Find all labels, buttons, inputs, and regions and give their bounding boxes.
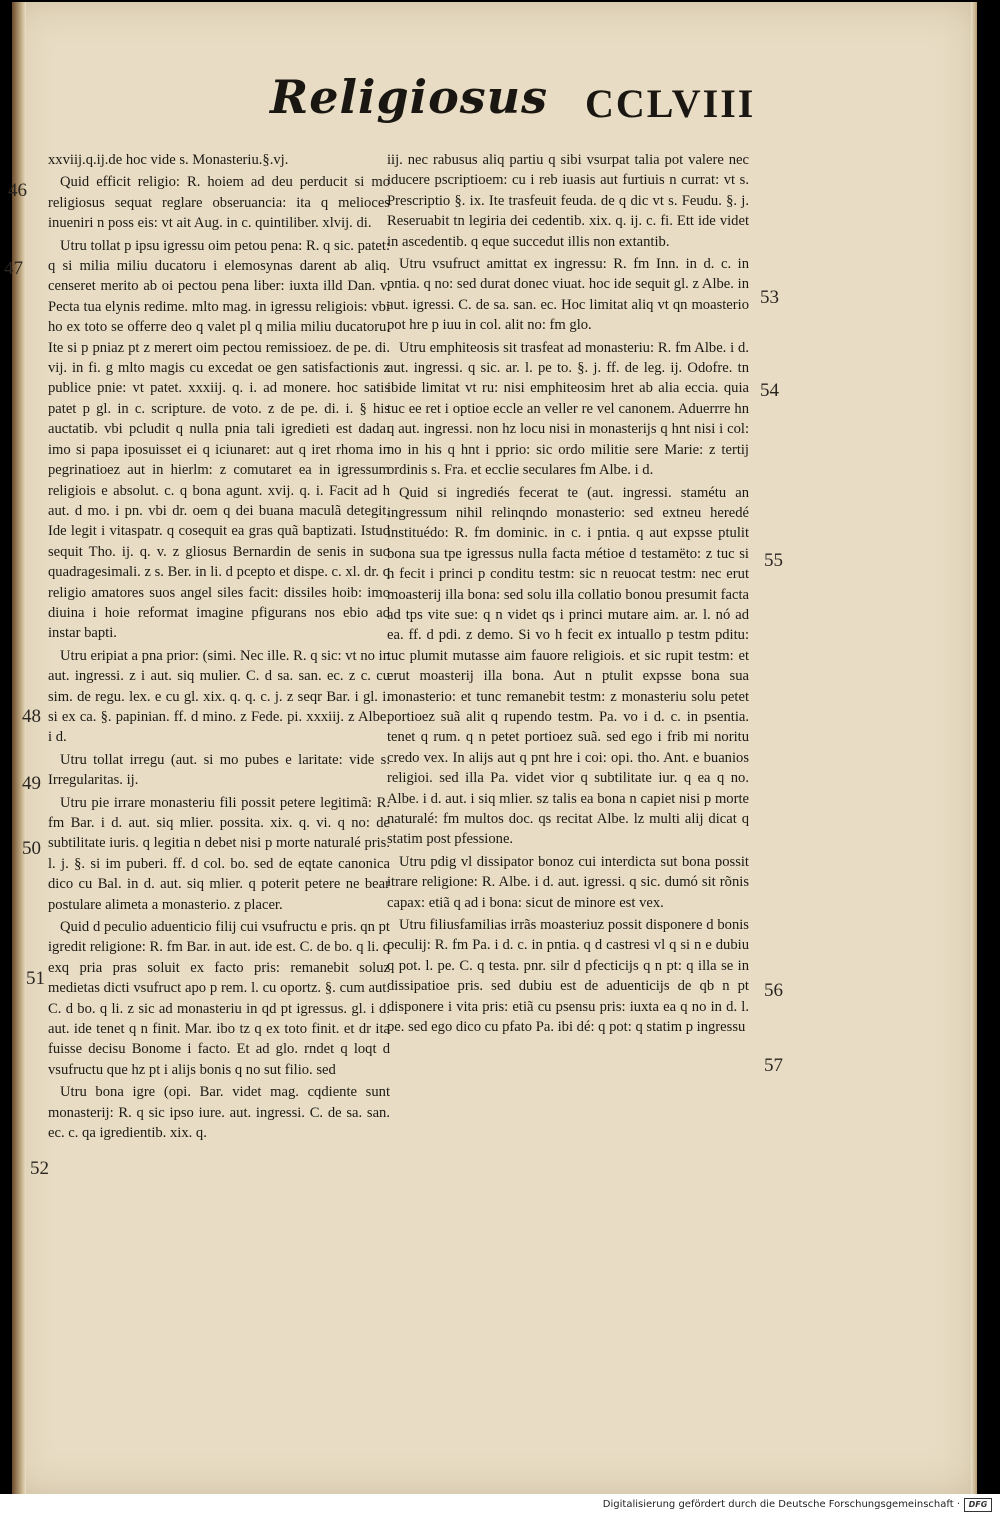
paragraph: iij. nec rabusus aliq partiu q sibi vsurpat talia pot valere nec iducere pscriptioem: cu i reb iuasis aut furtiuis n currat: vt s. Prescriptio §. ix. Ite trasfeuit feuda. de q dic vt s. Feudu. §. j. Reseruabit tn legiria dei cedentib. xix. q. ij. c. fi. Ett ide videt in ascedentib. q eque succedut illis non extantib. bbox=[387, 152, 749, 250]
margin-note: 49 bbox=[22, 773, 41, 794]
margin-note: 50 bbox=[22, 838, 41, 859]
margin-note: 47 bbox=[4, 258, 23, 279]
paragraph: Utru tollat p ipsu igressu oim petou pena: R. q sic. patet: q si milia miliu ducatoru i elemosynas darent ab aliq. censeret merito ab oi pectou pena liber: iuxta illd Dan. v. Pecta tua elynis redime. mlto mag. in igressu religiois: vbi ho ex toto se offerre deo q valet pl q milia miliu ducatoru. Ite si p pniaz pt z merert oim pectou remissioez. de pe. di. vij. in fi. g mlto magis cu excedat oe gen satisfactionis z publice pnie: vt patet. xxxiij. q. i. ad monere. hoc satis patet p gl. in c. scripture. de voto. z de pe. di. i. § his auctatib. vbi pcludit q nulla pnia tali igredieti est dada: imo si papa iposuisset ei q iciunaret: aut q iret rhoma in pegrinatioez aut in hierlm: z comutaret ea in igressum religiois e absolut. c. q bona agunt. xvij. q. i. Facit ad h aut. d mo. i pn. vbi dr. oem q dei buana maculã detegit. Ide legit i vitaspatr. q cosequit ea gras quã baptizati. Istud sequit Tho. ij. q. v. z gliosus Bernardin de senis in suo quadragesimali. z s. Ber. in li. d pcepto et dispe. c. xl. dr. q religio amatores suos angel siles facit: dissiles hoib: imo diuina i hoie reformat imagine pfigurans nos ebio ad instar bapti. bbox=[48, 237, 390, 642]
paragraph: Utru pie irrare monasteriu fili possit petere legitimã: R. fm Bar. i d. aut. siq mlier. possita. xix. q. vi. q no: de subtilitate iuris. q legitia n debet nisi p morte naturalé pris. l. j. §. si im puberi. ff. d col. bo. sed de eqtate canonica dico cu Bal. in d. aut. siq mlier. q poterit petere ne bear postulare alimeta a monasterio. z placer. bbox=[48, 794, 390, 913]
paragraph: Utru eripiat a pna prior: (simi. Nec ille. R. q sic: vt no in aut. ingressi. z i aut. siq mulier. C. d sa. san. ec. z c. cu sim. de regu. lex. e cu gl. xix. q. q. c. j. z seqr Bar. i gl. i. si ex ca. §. papinian. ff. d mino. z Fede. pi. xxxiij. z Albe. i d. bbox=[48, 647, 390, 746]
paragraph: xxviij.q.ij.de hoc vide s. Monasteriu.§.vj. bbox=[48, 152, 289, 168]
paragraph: Utru pdig vl dissipator bonoz cui interdicta sut bona possit itrare religione: R. Albe. i d. aut. igressi. q sic. dumó sit rõnis capax: etiã q ad i bona: sicut de minore est vex. bbox=[387, 853, 749, 911]
margin-note: 53 bbox=[760, 287, 779, 308]
margin-note: 48 bbox=[22, 706, 41, 727]
paragraph: Utru filiusfamilias irrãs moasteriuz possit disponere d bonis peculij: R. fm Pa. i d. c. in pntia. q d castresi vl q si n e dubiu q pot. l. pe. C. q testa. pnr. silr d pfecticijs q n pt: q illa se in dissipatioe pris. sed dubiu est de aduenticijs de qb n pt disponere i vita pris: etiã cu psensu pris: iuxta ea q no in d. l. pe. sed ego dico cu pfato Pa. ibi dé: q pot: q statim p ingressu bbox=[387, 917, 749, 1036]
margin-note: 54 bbox=[760, 380, 779, 401]
paragraph: Utru bona igre (opi. Bar. videt mag. cqdiente sunt monasterij: R. q sic ipso iure. aut. ingressi. C. de sa. san. ec. c. qa igredientib. xix. q. bbox=[48, 1084, 390, 1142]
margin-note: 55 bbox=[764, 550, 783, 571]
paragraph: Utru tollat irregu (aut. si mo pubes e laritate: vide s. Irregularitas. ij. bbox=[48, 751, 390, 789]
margin-note: 46 bbox=[8, 180, 27, 201]
paragraph: Quid si ingrediés fecerat te (aut. ingressi. stamétu an ingressum nihil relinqndo monasterio: sed extneu heredé instituédo: R. fm dominic. in c. i pntia. q aut expsse ptulit bona sua tpe igressus nulla facta métioe d testamëto: z tuc si h fecit i princi p conditu testm: sic n reuocat testm: nec erut moasterij illa bona: sed solu illa collatio bonou presumit facta ad tps vite sue: q n videt qs i princi mutare aim. ar. l. nó ad ea. ff. d pdi. z demo. Si vo h fecit ex intuallo p testm pditu: tuc plumit mutasse aim fauore religiois. et sic rupit testm: et erut moasterij illa bona. Aut n ptulit expsse bona sua monasterio: et tunc remanebit testm: z monasteriu solu petet portioez suã alit q rupendo testm. Pa. vo i d. c. in psentia. tenet q rum. q n petet portioez suã. sed ego i frib mi noritu credo vex. In alijs aut q pnt hre i coi: opi. tho. Ant. e buanios religioi. sed illa Pa. videt vior q subtilitate iur. q ea q no. Albe. i d. aut. i siq mlier. sz talis ea bona n capiet nisi p morte naturalé: fm multos doc. qs recitat Albe. lz multi alij dicat q statim post pfessione. bbox=[387, 484, 749, 848]
text-column-left bbox=[48, 150, 390, 1146]
page-spine-shadow bbox=[12, 2, 26, 1494]
text-column-right bbox=[387, 150, 749, 1039]
margin-note: 51 bbox=[26, 968, 45, 989]
margin-note: 57 bbox=[764, 1055, 783, 1076]
paragraph: Quid efficit religio: R. hoiem ad deu perducit si mo religiosus sequat reglare obseruancia: ita q melioces inueniri n poss eis: vt ait Aug. in c. quintiliber. xlvij. di. bbox=[48, 174, 390, 232]
running-title: Religiosus bbox=[270, 70, 549, 124]
paragraph: Utru emphiteosis sit trasfeat ad monasteriu: R. fm Albe. i d. aut. ingressi. q sic. ar. l. pe to. §. j. ff. de leg. ij. Odofre. tn ibide limitat vt ru: nisi emphiteosim hret ab alia eccia. quia tuc ee ret i optioe eccle an veller re vel canonem. Aduerrre hn q aut. ingressi. non hz locu nisi in monasterijs q hnt nisi i col: no in his q hnt i pprio: sic ordo militie sere Marie: z tertij ordinis s. Fra. et ecclie seculares fm Albe. i d. bbox=[387, 339, 749, 479]
paragraph: Utru vsufruct amittat ex ingressu: R. fm Inn. in d. c. in pntia. q no: sed durat donec viuat. hoc ide sequit gl. z Albe. in aut. igressi. C. de sa. san. ec. Hoc limitat aliq vt qn moasterio pot hre p iuu in col. alit no: fm glo. bbox=[387, 256, 749, 334]
folio-number: CCLVIII bbox=[585, 81, 756, 126]
dfg-logo-icon: DFG bbox=[964, 1498, 992, 1512]
paragraph: Quid d peculio aduenticio filij cui vsufructu e pris. qn pt igredit religione: R. fm Bar. in aut. ide est. C. de bo. q li. q exq pria pras soluit ex facto pris: remanebit soluz medietas dicti vsufruct apo p rem. l. cu oportz. §. cum aut. C. d bo. q li. z sic ad monasteriu in qd pt igressus. gl. i d. aut. ide tenet q n finit. Mar. ibo tz q ex toto finit. et dr ita fuisse decisu Bonome i facto. Et ad glo. rndet q loqt d vsufructu que hz pt i alijs bonis q no sut filio. sed bbox=[48, 919, 390, 1078]
page-edge bbox=[971, 2, 977, 1494]
margin-note: 52 bbox=[30, 1158, 49, 1179]
margin-note: 56 bbox=[764, 980, 783, 1001]
footer-credit: Digitalisierung gefördert durch die Deutsche Forschungsgemeinschaft · bbox=[602, 1499, 960, 1510]
